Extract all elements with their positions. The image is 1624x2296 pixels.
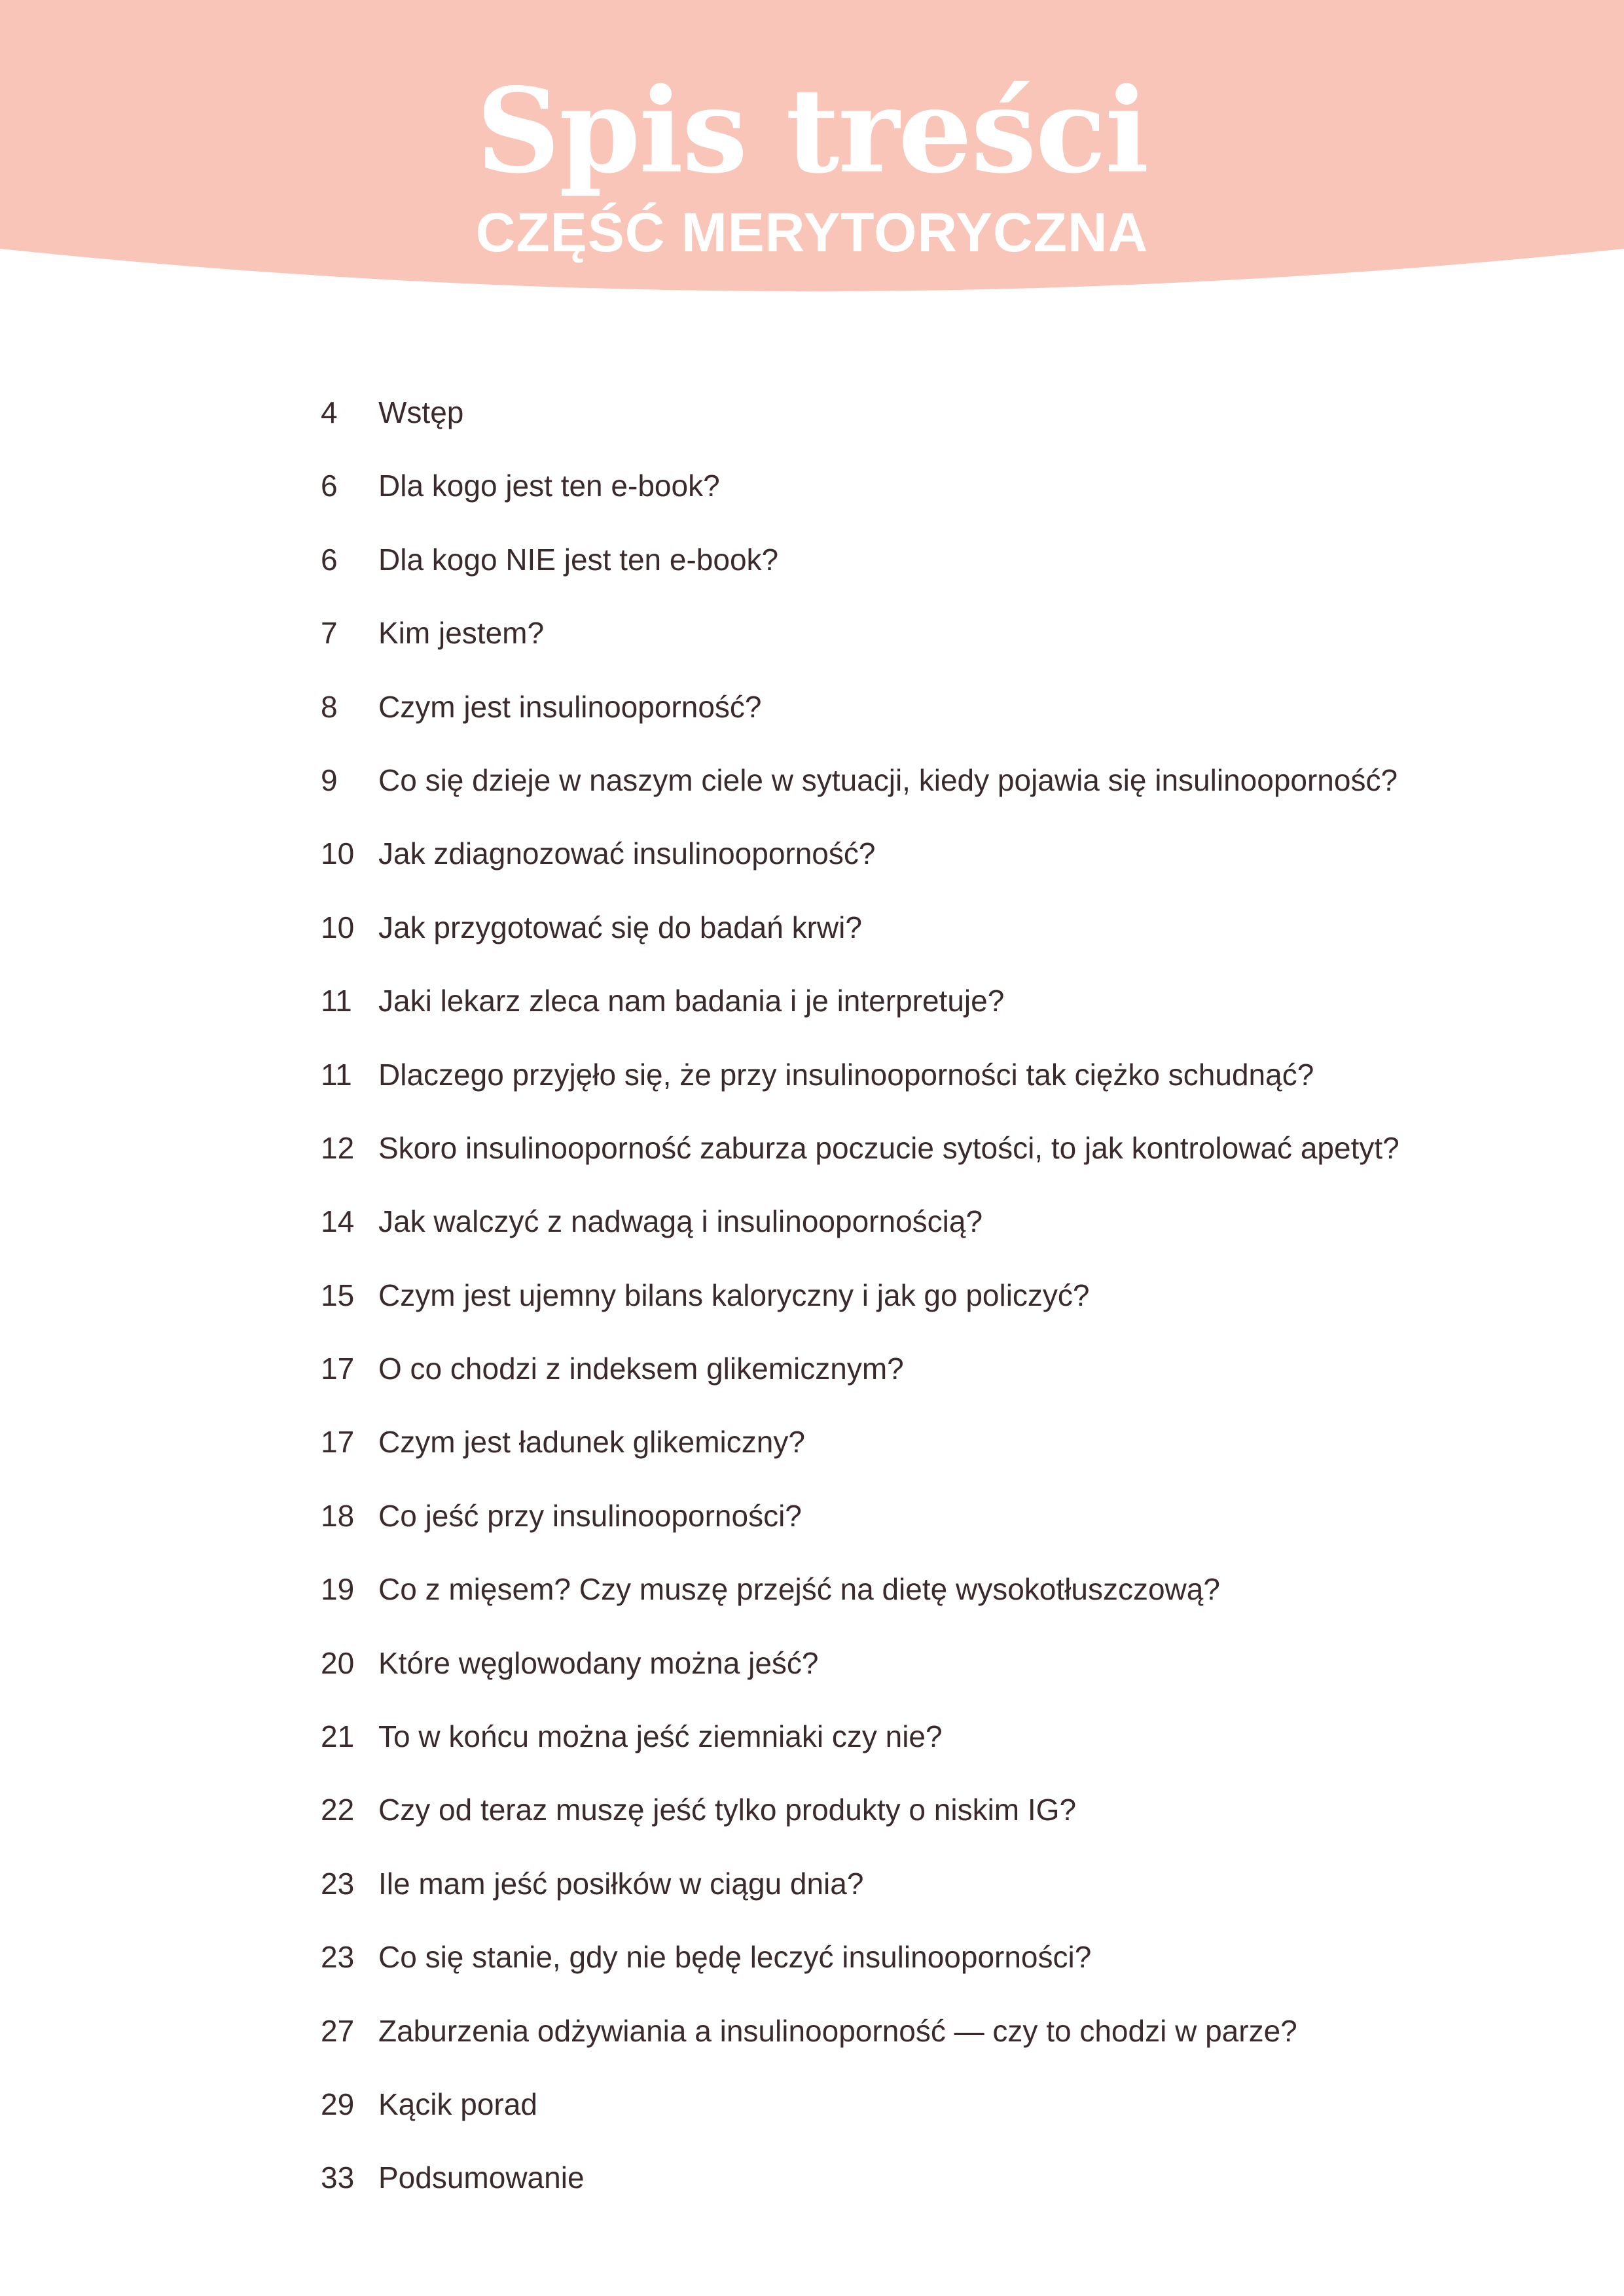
toc-page-number: 29 <box>321 2087 355 2121</box>
toc-title: Podsumowanie <box>378 2161 585 2195</box>
toc-entry[interactable] <box>321 681 1499 754</box>
toc-title: Jaki lekarz zleca nam badania i je interpretuje? <box>378 984 1005 1018</box>
toc-page-number: 10 <box>321 910 355 944</box>
toc-title: Czym jest insulinooporność? <box>378 689 762 724</box>
toc-page-number: 20 <box>321 1645 355 1680</box>
toc-page-number: 15 <box>321 1278 355 1312</box>
toc-title: Dla kogo NIE jest ten e-book? <box>378 542 779 577</box>
toc-page-number: 18 <box>321 1498 355 1533</box>
toc-entry[interactable] <box>321 459 1499 533</box>
toc-title: Jak zdiagnozować insulinooporność? <box>378 836 876 871</box>
toc-title: Kim jestem? <box>378 616 545 651</box>
toc-entry[interactable] <box>321 1857 1499 1931</box>
toc-page-number: 10 <box>321 836 355 871</box>
toc-entry[interactable] <box>321 1931 1499 2004</box>
toc-page-number: 23 <box>321 1866 355 1901</box>
toc-entry[interactable] <box>321 1710 1499 1784</box>
toc-entry[interactable] <box>321 1049 1499 1122</box>
toc-page-number: 11 <box>321 984 352 1018</box>
toc-page-number: 9 <box>321 762 338 797</box>
toc-page-number: 23 <box>321 1940 355 1975</box>
toc-page-number: 4 <box>321 395 338 429</box>
page-subtitle: CZĘŚĆ MERYTORYCZNA <box>475 202 1149 263</box>
toc-title: Dlaczego przyjęło się, że przy insulinooporności tak ciężko schudnąć? <box>378 1057 1314 1092</box>
toc-entry[interactable] <box>321 607 1499 680</box>
toc-entry[interactable] <box>321 754 1499 827</box>
table-of-contents <box>321 386 1499 2225</box>
toc-entry[interactable] <box>321 1416 1499 1489</box>
toc-entry[interactable] <box>321 2005 1499 2078</box>
toc-page-number: 11 <box>321 1057 352 1092</box>
toc-page-number: 17 <box>321 1352 355 1386</box>
toc-title: Czym jest ujemny bilans kaloryczny i jak go policzyć? <box>378 1278 1090 1312</box>
toc-title: Kącik porad <box>378 2087 537 2121</box>
toc-page-number: 17 <box>321 1425 355 1460</box>
toc-entry[interactable] <box>321 1637 1499 1710</box>
toc-title: Wstęp <box>378 395 464 429</box>
toc-entry[interactable] <box>321 386 1499 459</box>
toc-title: Zaburzenia odżywiania a insulinooporność — czy to chodzi w parze? <box>378 2013 1297 2048</box>
toc-page-number: 33 <box>321 2161 355 2195</box>
toc-page-number: 6 <box>321 469 338 503</box>
toc-entry[interactable] <box>321 1269 1499 1342</box>
toc-entry[interactable] <box>321 1563 1499 1636</box>
toc-entry[interactable] <box>321 1784 1499 1857</box>
toc-page-number: 6 <box>321 542 338 577</box>
toc-title: Które węglowodany można jeść? <box>378 1645 819 1680</box>
toc-page-number: 22 <box>321 1793 355 1827</box>
toc-entry[interactable] <box>321 533 1499 607</box>
toc-title: Czym jest ładunek glikemiczny? <box>378 1425 805 1460</box>
toc-title: Skoro insulinooporność zaburza poczucie sytości, to jak kontrolować apetyt? <box>378 1130 1399 1165</box>
toc-title: Jak przygotować się do badań krwi? <box>378 910 862 944</box>
toc-title: To w końcu można jeść ziemniaki czy nie? <box>378 1719 943 1754</box>
toc-title: Czy od teraz muszę jeść tylko produkty o niskim IG? <box>378 1793 1077 1827</box>
toc-page-number: 21 <box>321 1719 355 1754</box>
toc-page-number: 7 <box>321 616 338 651</box>
toc-entry[interactable] <box>321 1490 1499 1563</box>
toc-entry[interactable] <box>321 1122 1499 1195</box>
toc-entry[interactable] <box>321 2078 1499 2151</box>
page-title: Spis treści <box>476 62 1148 199</box>
toc-entry[interactable] <box>321 1195 1499 1268</box>
toc-title: O co chodzi z indeksem glikemicznym? <box>378 1352 904 1386</box>
toc-entry[interactable] <box>321 1342 1499 1416</box>
toc-page-number: 19 <box>321 1572 355 1607</box>
toc-title: Ile mam jeść posiłków w ciągu dnia? <box>378 1866 864 1901</box>
toc-title: Dla kogo jest ten e-book? <box>378 469 720 503</box>
toc-title: Co się stanie, gdy nie będę leczyć insulinooporności? <box>378 1940 1092 1975</box>
toc-page-number: 27 <box>321 2013 355 2048</box>
toc-title: Co się dzieje w naszym ciele w sytuacji, kiedy pojawia się insulinooporność? <box>378 762 1398 797</box>
toc-page-number: 14 <box>321 1204 355 1239</box>
toc-title: Jak walczyć z nadwagą i insulinoopornością? <box>378 1204 983 1239</box>
toc-entry[interactable] <box>321 975 1499 1048</box>
toc-entry[interactable] <box>321 901 1499 975</box>
toc-title: Co z mięsem? Czy muszę przejść na dietę wysokotłuszczową? <box>378 1572 1220 1607</box>
toc-title: Co jeść przy insulinooporności? <box>378 1498 802 1533</box>
toc-entry[interactable] <box>321 827 1499 901</box>
toc-page-number: 12 <box>321 1130 355 1165</box>
toc-entry[interactable] <box>321 2151 1499 2225</box>
toc-page-number: 8 <box>321 689 338 724</box>
